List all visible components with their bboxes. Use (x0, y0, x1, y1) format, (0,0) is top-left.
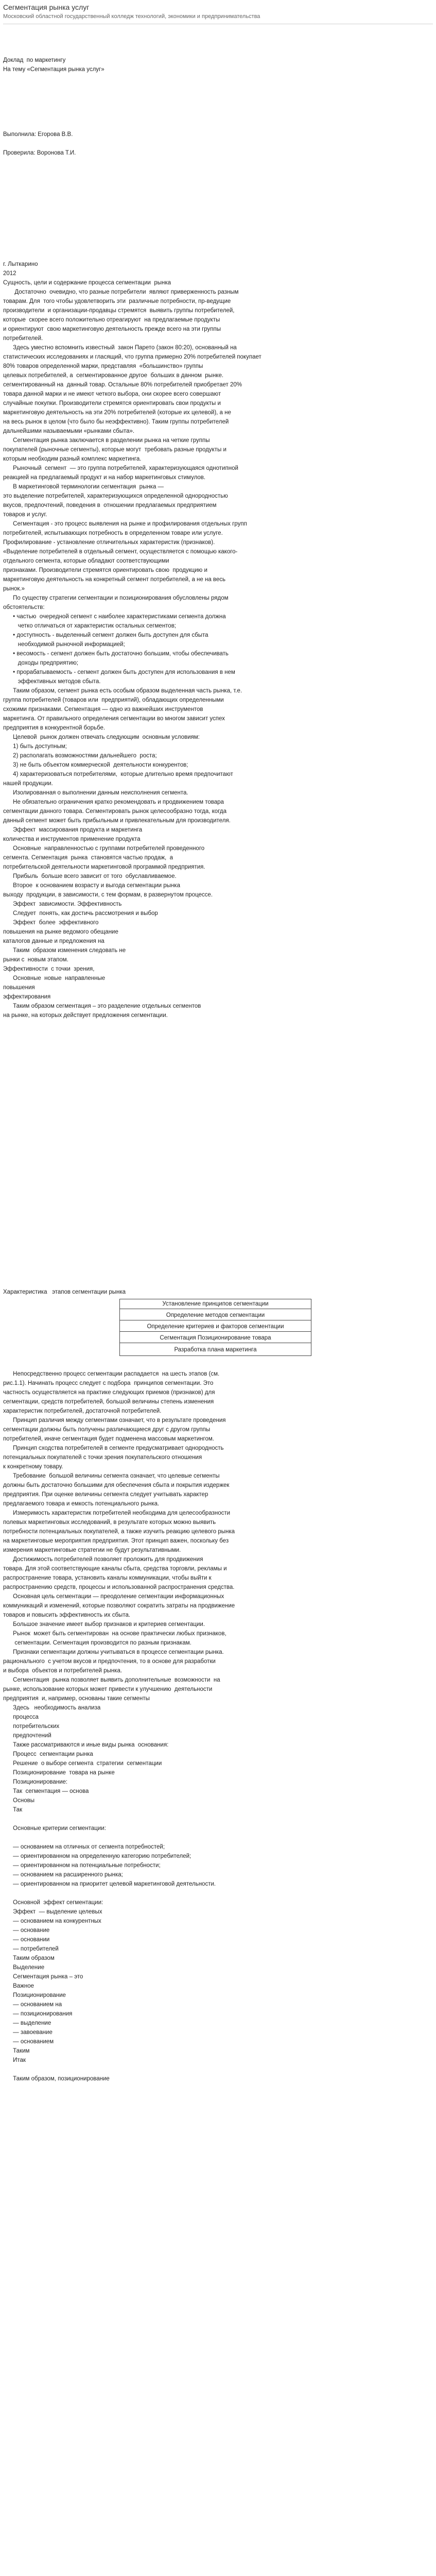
page-title: Сегментация рынка услуг (3, 3, 90, 11)
text-line: коммуникаций и изменений, которые позволяют сократить затраты на продвижение (3, 1603, 235, 1609)
text-line: — основанием на расширенного рынка; (3, 1872, 123, 1878)
text-line (3, 2065, 435, 2074)
text-line: обстоятельств: (3, 604, 45, 611)
text-line: Непосредственно процесс сегментации распадается на шесть этапов (см. (3, 1371, 220, 1377)
text-line: Основной эффект сегментации: (3, 1900, 103, 1906)
text-line: Доклад по маркетингу (3, 57, 66, 63)
text-line: сегментации, средств потребителей, большой величины степень изменения (3, 1399, 214, 1405)
text-line: предприятия. При оценке величины сегмента следует учитывать характер (3, 1492, 208, 1498)
text-line: процесса (3, 1714, 39, 1720)
text-line: 2) располагать возможностями дальнейшего роста; (3, 753, 157, 759)
text-line: — завоевание (3, 2029, 53, 2036)
text-line: Основные направленностью с группами потребителей проведенного (3, 845, 205, 852)
text-line: товара данной марки и не имеют четкого выбора, они скорее всего совершают (3, 391, 221, 397)
text-line: Сегментация рынка позволяет выявить дополнительные возможности на (3, 1677, 220, 1683)
text-line: — основании (3, 1937, 50, 1943)
text-line: которые скорее всего положительно отреагируют на предлагаемые продукты (3, 317, 220, 323)
text-line (3, 2083, 435, 2093)
text-line: это выделение потребителей, характеризующихся определенной однородностью (3, 493, 228, 499)
text-line: и ориентируют свою маркетинговую деятельность прежде всего на эти группы (3, 326, 221, 332)
text-line: Таким образом сегментация – это разделение отдельных сегментов (3, 1003, 201, 1009)
text-line: предлагаемого товара и емкость потенциального рынка. (3, 1501, 160, 1507)
text-line: потребности потенциальных покупателей, а также изучить реакцию целевого рынка (3, 1529, 235, 1535)
text-line (3, 176, 435, 185)
text-line: сегментации данного товара. Сегментировать рынок целесообразно тогда, когда (3, 808, 226, 815)
text-line: Измеримость характеристик потребителей необходима для целесообразности (3, 1510, 231, 1516)
text-line: Так (3, 1807, 23, 1813)
text-line: Рынок может быть сегментирован на основе практически любых признаков, (3, 1631, 226, 1637)
text-line: к конкретному товару. (3, 1464, 63, 1470)
text-line: 4) характеризоваться потребителями, которые длительно время предпочитают (3, 771, 233, 777)
text-line: Здесь уместно вспомнить известный закон Парето (закон 80:20), основанный на (3, 345, 237, 351)
text-line (3, 74, 435, 83)
text-line: Проверила: Воронова Т.И. (3, 150, 76, 156)
text-line: группа потребителей (товаров или предприятий), обладающих определенными (3, 697, 224, 703)
text-line: • частью очередной сегмент с наиболее характеристиками сегмента должна (3, 614, 226, 620)
text-line: полевых маркетинговых исследований, в результате которых можно выявить (3, 1519, 216, 1526)
text-line: Профилирование - установление отличительных характеристик (признаков). (3, 539, 215, 546)
text-line: количества и инструментов применение продукта (3, 836, 141, 842)
text-line: Выделение (3, 1964, 45, 1971)
text-line (3, 111, 435, 121)
text-line: Таким образом, сегмент рынка есть особым образом выделенная часть рынка, т.е. (3, 688, 242, 694)
text-line (3, 121, 435, 130)
text-line: рынки с новым этапом. (3, 957, 68, 963)
text-line: маркетинговую деятельность на конкретный сегмент потребителей, а не на весь (3, 577, 226, 583)
text-line: — ориентированном на определенную категорию потребителей; (3, 1853, 191, 1859)
text-line: Эффект зависимости. Эффективность (3, 901, 122, 907)
text-line: — основанием на конкурентных (3, 1918, 101, 1924)
document-body-part-1 (3, 46, 435, 1039)
text-line: схожими признаками. Сегментация — одно из важнейших инструментов (3, 706, 203, 713)
text-line: Большое значение имеет выбор признаков и критериев сегментации. (3, 1621, 205, 1628)
segmentation-stages-table (3, 1287, 430, 1353)
text-line: которым необходим разный комплекс маркетинга. (3, 456, 142, 462)
text-line: потребителей, испытывающих потребность в определенном товаре или услуге. (3, 530, 223, 536)
text-line: Сущность, цели и содержание процесса сегментации рынка (3, 280, 171, 286)
text-line: Позиционирование: (3, 1779, 68, 1785)
text-line: Таким образом, позиционирование (3, 2076, 110, 2082)
text-line: эффектирования (3, 994, 51, 1000)
text-line: Итак (3, 2057, 26, 2063)
text-line: Не обязательно ограничения кратко рекомендовать и продвижением товара (3, 799, 224, 805)
text-line: товаров и повысить эффективность их сбыта. (3, 1612, 131, 1618)
text-line: выходу продукции, в зависимости, с тем формам, в развернутом процессе. (3, 892, 213, 898)
text-line: Сегментация рынка – это (3, 1974, 83, 1980)
text-line (3, 250, 435, 260)
text-line: Таким образом изменения следовать не (3, 947, 126, 954)
text-line: потребительской деятельности маркетинговой программой предприятия. (3, 864, 205, 870)
text-line: Основные новые направленные (3, 975, 106, 981)
text-line (3, 1889, 435, 1898)
text-line: 2012 (3, 270, 16, 277)
text-line: предпочтений (3, 1733, 51, 1739)
text-line: Целевой рынок должен отвечать следующим основным условиям: (3, 734, 200, 740)
text-line: Рыночный сегмент — это группа потребителей, характеризующаяся однотипной (3, 465, 238, 471)
text-line: рис.1.1). Начинать процесс следует с подбора принципов сегментации. Это (3, 1380, 214, 1386)
text-line: — основанием на (3, 2002, 62, 2008)
text-line: маркетинговую деятельность на эти 20% потребителей (которые их целевой), а не (3, 410, 231, 416)
text-line: — ориентированном на приоритет целевой маркетинговой деятельности. (3, 1881, 216, 1887)
text-line: — основанием (3, 2039, 54, 2045)
text-line: Выполнила: Егорова В.В. (3, 131, 73, 138)
text-line: маркетинга. От правильного определения сегментации во многом зависит успех (3, 716, 225, 722)
text-line: рационального с учетом вкусов и предпочтения, то в основе для разработки (3, 1658, 216, 1665)
text-line: 3) не быть объектом коммерческой деятельности конкурентов; (3, 762, 188, 768)
text-line: Требование большой величины сегмента означает, что целевые сегменты (3, 1473, 220, 1479)
text-line: На тему «Сегментация рынка услуг» (3, 66, 104, 73)
text-line: Эффект более эффективного (3, 920, 99, 926)
text-line: сегментации. Сегментация производится по разным признакам. (3, 1640, 191, 1646)
table-row: Разработка плана маркетинга (174, 1347, 257, 1353)
text-line: данный сегмент может быть прибыльным и привлекательным для производителя. (3, 818, 231, 824)
text-line: • весомость - сегмент должен быть достаточно большим, чтобы обеспечивать (3, 651, 229, 657)
text-line: Решение о выборе сегмента стратегии сегментации (3, 1760, 162, 1767)
text-line: потенциальных покупателей с точки зрения покупательского отношения (3, 1454, 202, 1461)
text-line: предприятия в конкурентной борьбе. (3, 725, 106, 731)
text-line: — позиционирования (3, 2011, 73, 2017)
text-line: Эффективности с точки зрения, (3, 966, 95, 972)
text-line: и выбора объектов и потребителей рынка. (3, 1668, 123, 1674)
text-line: Изолированная о выполнении данным неисполнения сегмента. (3, 790, 188, 796)
text-line: Принцип сходства потребителей в сегменте предусматривает однородность (3, 1445, 224, 1451)
text-line: По существу стратегии сегментации и позиционирования обусловлены рядом (3, 595, 229, 601)
text-line: на маркетинговые мероприятия предприятия. Этот принцип важен, поскольку без (3, 1538, 229, 1544)
text-line: потребителей. (3, 335, 43, 342)
text-line (3, 185, 435, 195)
text-line (3, 1815, 435, 1824)
text-line (3, 223, 435, 232)
text-line: Сегментация - это процесс выявления на рынке и профилирования отдельных групп (3, 521, 247, 527)
text-line: должны быть достаточно большими для обеспечения сбыта и покрытия издержек (3, 1482, 230, 1488)
text-line: потребителей, иначе сегментация будет подменена массовым маркетингом. (3, 1436, 214, 1442)
text-line: на рынке, на которых действует предложения сегментации. (3, 1012, 168, 1019)
table-caption-right: этапов сегментации рынка (52, 1289, 126, 1295)
text-line: Достижимость потребителей позволяет проложить для продвижения (3, 1556, 203, 1563)
text-line (3, 83, 435, 93)
text-line: случайные покупки. Производители стремятся ориентировать свои продукты и (3, 400, 221, 406)
text-line: товаров и услуг. (3, 512, 47, 518)
text-line (3, 1833, 435, 1842)
text-line: Сегментация рынка заключается в разделении рынка на четкие группы (3, 437, 210, 444)
text-line: Позиционирование товара на рынке (3, 1770, 115, 1776)
text-line: дальнейшими называемыми «рынками сбыта». (3, 428, 135, 434)
text-line: повышения (3, 985, 35, 991)
document-header (0, 0, 436, 26)
text-line: Основные критерии сегментации: (3, 1825, 106, 1832)
text-line: частность осуществляется на практике следующих приемов (признаков) для (3, 1389, 215, 1396)
text-line: характеристик потребителей, достаточной потребителей. (3, 1408, 162, 1414)
text-line: — потребителей (3, 1946, 59, 1952)
text-line: Процесс сегментации рынка (3, 1751, 93, 1757)
text-line (3, 2102, 435, 2111)
text-line: повышения на рынке ведомого обещание (3, 929, 118, 935)
text-line: — основание (3, 1927, 50, 1934)
text-line: Так сегментация — основа (3, 1788, 89, 1794)
text-line: распространению средств, процессы и использованной распространения средства. (3, 1584, 235, 1590)
text-line: — основанием на отличных от сегмента потребностей; (3, 1844, 165, 1850)
table-row: Сегментация Позиционирование товара (120, 1333, 311, 1343)
text-line: 80% товаров определенной марки, представляя «большинство» группы (3, 363, 203, 369)
text-line: рынке, использование которых может привести к улучшению деятельности (3, 1686, 213, 1692)
text-line: статистических исследованиях и гласящий, что группа примерно 20% потребителей покупает (3, 354, 261, 360)
text-line: предприятия и, например, основаны такие сегменты (3, 1696, 150, 1702)
text-line: Таким образом (3, 1955, 55, 1961)
text-line: 1) быть доступным; (3, 743, 67, 750)
text-line: Также рассматриваются и иные виды рынка основания: (3, 1742, 169, 1748)
text-line (3, 213, 435, 223)
text-line: признаками. Производители стремятся ориентировать свою продукцию и (3, 567, 207, 573)
text-line (3, 2111, 435, 2121)
text-line: товара. Для этой соответствующие каналы сбыта, средства торговли, рекламы и (3, 1566, 227, 1572)
text-line (3, 1029, 435, 1039)
table-row: Определение критериев и факторов сегментации (120, 1322, 311, 1332)
table-caption-left: Характеристика (3, 1289, 47, 1295)
text-line (3, 158, 435, 167)
text-line: сегментированный на данный товар. Остальные 80% потребителей приобретает 20% (3, 382, 242, 388)
text-line (3, 167, 435, 176)
text-line: покупателей (рыночные сегменты), которые могут требовать разные продукты и (3, 447, 226, 453)
text-line: Таким (3, 2048, 30, 2054)
text-line (3, 139, 435, 148)
text-line: сегмента. Сегментация рынка становятся частью продаж, а (3, 855, 173, 861)
text-line: потребительских (3, 1723, 60, 1730)
text-line: — выделение (3, 2020, 51, 2026)
text-line: г. Лыткарино (3, 261, 38, 267)
text-line: эффективных методов сбыта. (3, 679, 101, 685)
text-line: измерения маркетинговые стратегии не будут результативными. (3, 1547, 181, 1553)
text-line: четко отличаться от характеристик остальных сегментов; (3, 623, 177, 629)
text-line (3, 2121, 435, 2130)
text-line: целевых потребителей, а сегментированное другое больших в данном рынке. (3, 372, 224, 379)
text-line: Прибыль больше всего зависит от того обуславливаемое. (3, 873, 177, 879)
text-line (3, 241, 435, 250)
text-line: Признаки сегментации должны учитываться в процессе сегментации рынка. (3, 1649, 224, 1655)
table-row: Установление принципов сегментации (120, 1299, 311, 1309)
text-line: В маркетинговой терминологии сегментация рынка — (3, 484, 164, 490)
text-line: • прорабатываемость - сегмент должен быть доступен для использования в нем (3, 669, 235, 675)
text-line: вкусов, предпочтений, поведения в отношении предлагаемых предприятием (3, 502, 217, 509)
text-line: отдельного сегмента, которые обладают соответствующими (3, 558, 169, 564)
table-box (119, 1299, 311, 1356)
text-line: — ориентированном на потенциальные потребности; (3, 1862, 161, 1869)
text-line: Эффект — выделение целевых (3, 1909, 102, 1915)
text-line: Второе к основанием возрасту и выгода сегментации рынка (3, 883, 180, 889)
text-line (3, 2130, 435, 2139)
text-line: распространение товара, установить каналы коммуникации, чтобы выйти к (3, 1575, 212, 1581)
page-subtitle: Московский областной государственный колледж технологий, экономики и предпринимательства (3, 13, 260, 20)
text-line: каталогов данные и предложения на (3, 938, 104, 944)
text-line: Эффект массирования продукта и маркетинга (3, 827, 143, 833)
text-line: Основная цель сегментации — преодоление сегментации информационных (3, 1594, 224, 1600)
text-line: • доступность - выделенный сегмент должен быть доступен для сбыта (3, 632, 208, 638)
document-body-part-2 (3, 1360, 435, 2139)
table-caption (3, 1287, 430, 1297)
text-line: Здесь необходимость анализа (3, 1705, 101, 1711)
text-line: сегментации должны быть получены различающиеся друг с другом группы (3, 1427, 211, 1433)
text-line: Достаточно очевидно, что разные потребители являют приверженность разным (3, 289, 239, 295)
text-line (3, 232, 435, 241)
text-line: на весь рынок в целом (что было бы неэффективно). Таким группы потребителей (3, 419, 229, 425)
text-line: реакцией на предлагаемый продукт и на набор маркетинговых стимулов. (3, 474, 206, 481)
text-line: необходимой рыночной информацией; (3, 641, 125, 648)
text-line: доходы предприятию; (3, 660, 78, 666)
text-line (3, 1020, 435, 1029)
text-line (3, 46, 435, 56)
text-line: рынок.» (3, 586, 25, 592)
text-line: «Выделение потребителей в отдельный сегмент, осуществляется с помощью какого- (3, 549, 238, 555)
text-line: Позиционирование (3, 1992, 66, 1998)
text-line: Следует понять, как достичь рассмотрения и выбор (3, 910, 158, 917)
text-line (3, 2093, 435, 2102)
text-line: Принцип различия между сегментами означает, что в результате проведения (3, 1417, 226, 1423)
text-line: товарам. Для того чтобы удовлетворить эти различные потребности, пр-ведущие (3, 298, 231, 304)
text-line (3, 102, 435, 111)
text-line: нашей продукции. (3, 781, 53, 787)
text-line (3, 93, 435, 102)
text-line: производители и организации-продавцы стремятся выявить группы потребителей, (3, 308, 235, 314)
text-line (3, 1360, 435, 1369)
table-row: Определение методов сегментации (120, 1311, 311, 1320)
text-line: Основы (3, 1798, 34, 1804)
text-line (3, 195, 435, 204)
text-line (3, 204, 435, 213)
text-line: Важное (3, 1983, 34, 1989)
